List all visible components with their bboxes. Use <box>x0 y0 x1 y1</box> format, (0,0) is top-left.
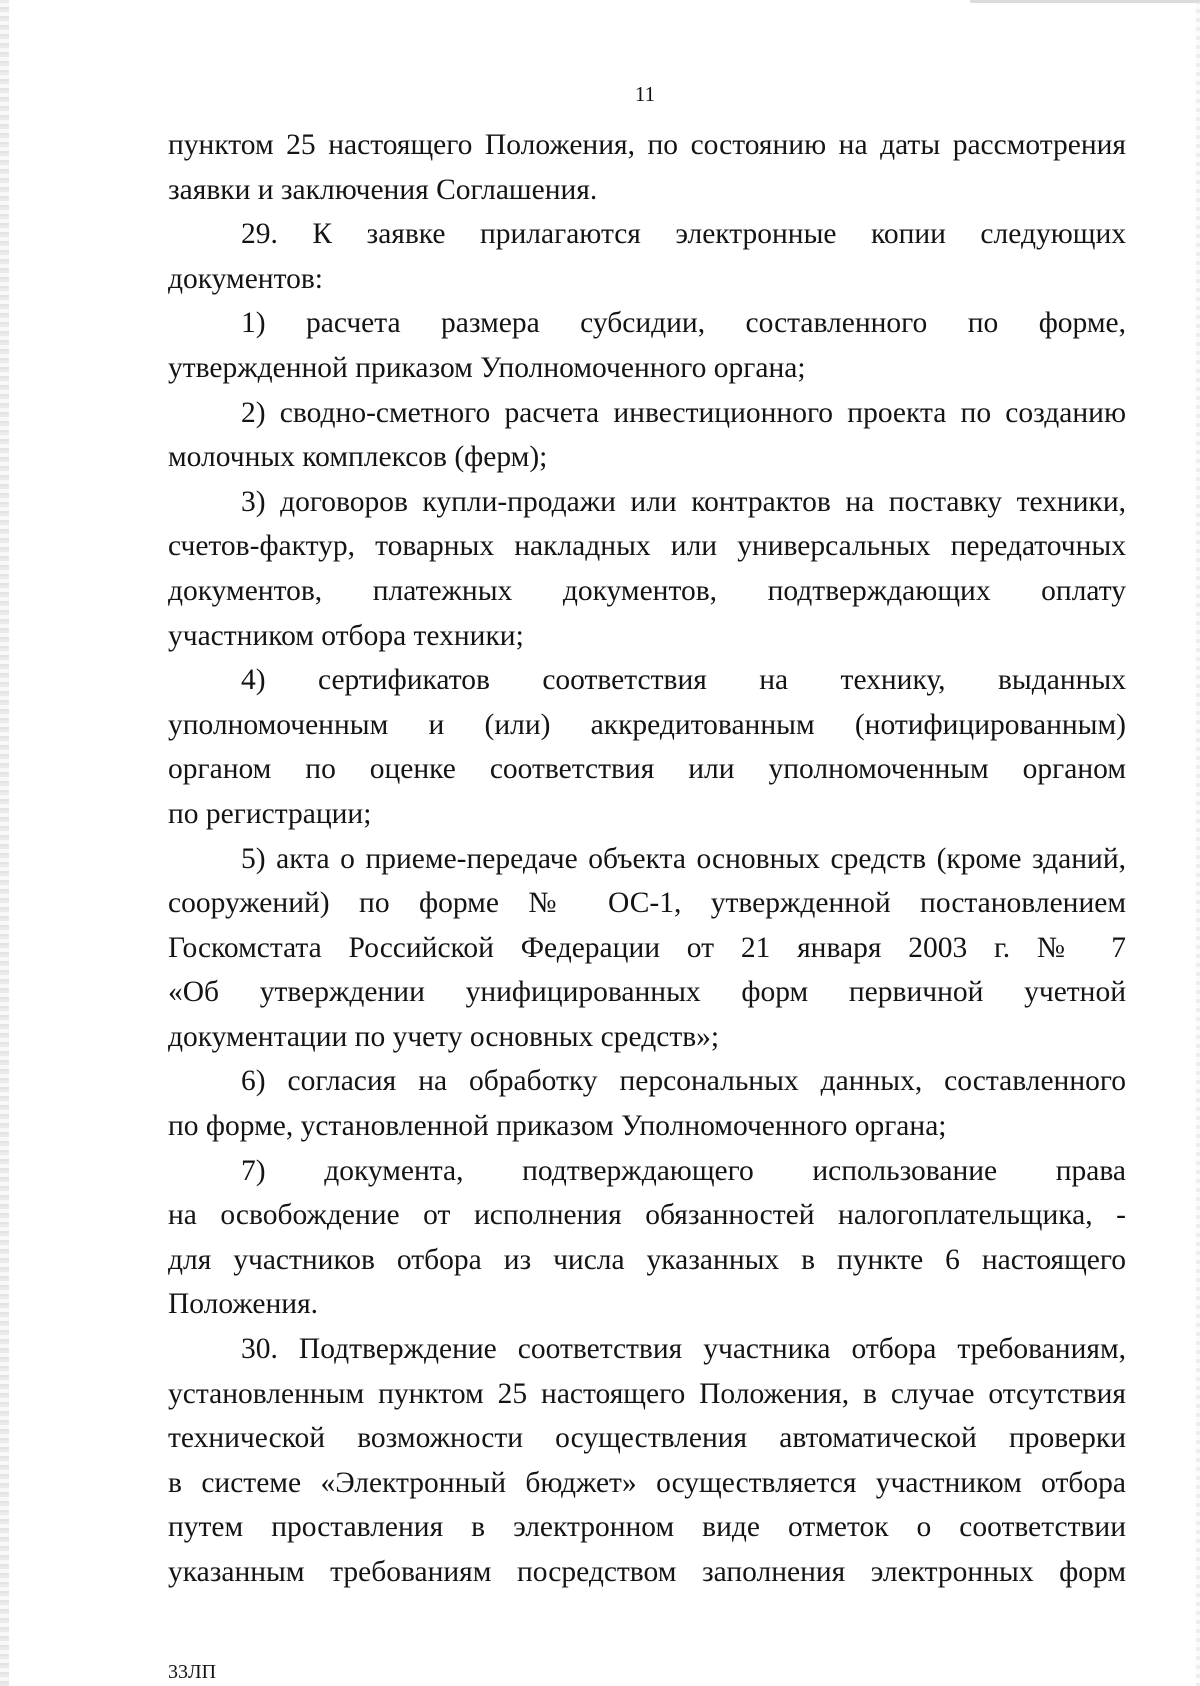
text-line: 7) документа, подтверждающего использование права <box>241 1154 1126 1187</box>
text-line: молочных комплексов (ферм); <box>168 441 548 474</box>
text-line: Госкомстата Российской Федерации от 21 января 2003 г. № 7 <box>168 931 1126 964</box>
text-line: участником отбора техники; <box>168 619 524 652</box>
text-line: утвержденной приказом Уполномоченного органа; <box>168 351 806 384</box>
text-line: уполномоченным и (или) аккредитованным (нотифицированным) <box>168 708 1126 741</box>
text-line: 29. К заявке прилагаются электронные копии следующих <box>241 218 1126 251</box>
scan-edge-top <box>970 0 1200 3</box>
text-line: документов, платежных документов, подтверждающих оплату <box>168 574 1126 607</box>
list-item-4 <box>168 658 1126 836</box>
scan-edge-right <box>1196 0 1200 1686</box>
text-line: 4) сертификатов соответствия на технику, выданных <box>241 664 1126 697</box>
text-line: установленным пунктом 25 настоящего Положения, в случае отсутствия <box>168 1377 1126 1410</box>
paragraph-29 <box>168 212 1126 301</box>
text-line: 1) расчета размера субсидии, составленного по форме, <box>241 307 1126 340</box>
text-line: органом по оценке соответствия или уполномоченным органом <box>168 753 1126 786</box>
scan-edge-left <box>0 0 9 1686</box>
paragraph-continuation <box>168 123 1126 212</box>
text-line: 2) сводно-сметного расчета инвестиционного проекта по созданию <box>241 396 1126 429</box>
text-line: документации по учету основных средств»; <box>168 1020 720 1053</box>
list-item-6 <box>168 1059 1126 1148</box>
text-line: в системе «Электронный бюджет» осуществляется участником отбора <box>168 1466 1126 1499</box>
list-item-5 <box>168 837 1126 1060</box>
list-item-3 <box>168 480 1126 658</box>
list-item-2 <box>168 391 1126 480</box>
text-line: 3) договоров купли-продажи или контрактов на поставку техники, <box>241 485 1126 518</box>
text-line: заявки и заключения Соглашения. <box>168 173 598 206</box>
text-line: 6) согласия на обработку персональных данных, составленного <box>241 1065 1126 1098</box>
text-line: указанным требованиям посредством заполнения электронных форм <box>168 1556 1126 1588</box>
text-line: пунктом 25 настоящего Положения, по состоянию на даты рассмотрения <box>168 129 1126 161</box>
document-code: 33ЛП <box>168 1661 217 1683</box>
text-line: документов: <box>168 262 323 295</box>
text-line: по регистрации; <box>168 797 372 830</box>
text-line: технической возможности осуществления автоматической проверки <box>168 1422 1126 1455</box>
document-body <box>168 123 1126 1595</box>
text-line: путем проставления в электронном виде отметок о соответствии <box>168 1511 1126 1544</box>
text-line: счетов-фактур, товарных накладных или универсальных передаточных <box>168 530 1126 563</box>
paragraph-30 <box>168 1327 1126 1595</box>
text-line: 30. Подтверждение соответствия участника отбора требованиям, <box>241 1333 1126 1366</box>
text-line: «Об утверждении унифицированных форм первичной учетной <box>168 976 1126 1009</box>
text-line: Положения. <box>168 1288 319 1321</box>
text-line: для участников отбора из числа указанных в пункте 6 настоящего <box>168 1243 1126 1276</box>
page-number: 11 <box>634 82 656 106</box>
text-line: по форме, установленной приказом Уполномоченного органа; <box>168 1110 947 1143</box>
text-line: 5) акта о приеме-передаче объекта основных средств (кроме зданий, <box>241 842 1126 875</box>
text-line: сооружений) по форме № ОС-1, утвержденной постановлением <box>168 887 1126 920</box>
text-line: на освобождение от исполнения обязанностей налогоплательщика, - <box>168 1199 1126 1232</box>
list-item-7 <box>168 1149 1126 1327</box>
list-item-1 <box>168 301 1126 390</box>
